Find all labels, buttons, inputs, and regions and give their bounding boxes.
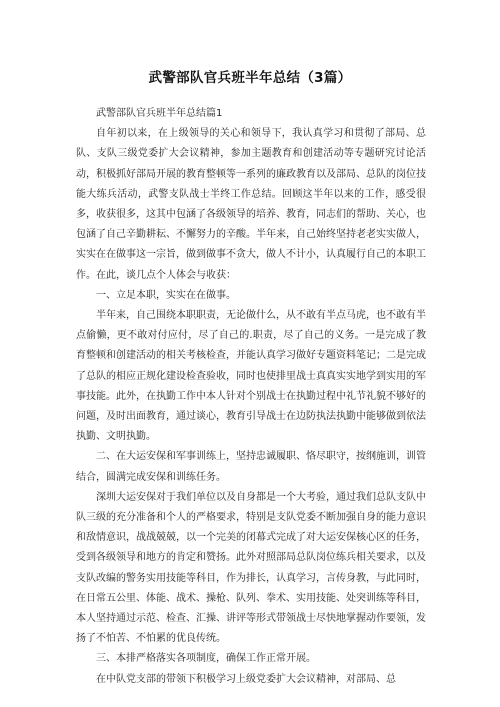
document-title: 武警部队官兵班半年总结（3篇） [148,70,352,86]
section-subtitle: 武警部队官兵班半年总结篇1 [96,108,223,119]
body-paragraph: 深圳大运安保对于我们单位以及自身都是一个大考验，通过我们总队支队中队三级的充分准备和个人的严格要求，特别是支队党委不断加强自身的能力意识和敌情意识，战战兢兢，以一个完美的闭幕式完成了对大运安保核心区的任务，受到各级领导和地方的肯定和赞扬。此外对照部局总队岗位练兵相关要求，以及支队改编的警务实用技能等科目，作为排长，认真学习，言传身教，与此同时，在日常五公里、体能、战术、操枪、队列、拳术、实用技能、处突训练等科目，本人坚持通过示范、检查、汇操、讲评等形式带领战士尽快地掌握动作要领，发扬了不怕苦、不怕累的优良传统。 [76,491,426,645]
body-paragraph: 自年初以来，在上级领导的关心和领导下，我认真学习和贯彻了部局、总队、支队三级党委扩大会议精神，参加主题教育和创建活动等专题研究讨论活动，积极抓好部局开展的教育整顿等一系列的廉政教育以及部局、总队的岗位技能大练兵活动，武警支队战士半终工作总结。回顾这半年以来的工作，感受很多，收获很多，这其中包涵了各级领导的培养、教育，同志们的帮助、关心，也包涵了自己辛勤耕耘、不懈努力的辛酸。半年来，自己始终坚持老老实实做人，实实在在做事这一宗旨，做到做事不贪大，做人不计小，认真履行自己的本职工作。在此，谈几点个人体会与收获： [76,128,426,281]
section-heading: 一、立足本职，实实在在做事。 [96,289,236,301]
body-paragraph: 半年来，自己围绕本职职责，无论做什么，从不敢有半点马虎，也不敢有半点偷懒，更不敢对付应付，尽了自己的.职责，尽了自己的义务。一是完成了教育整顿和创建活动的相关考核检查，并能认真学习做好专题资料笔记；二是完成了总队的相应正规化建设检查验收，同时也使排里战士真真实实地学到实用的军事技能。此外，在执勤工作中本人针对个别战士在执勤过程中礼节礼貌不够好的问题，及时出面教育，通过谈心，教育引导战士在边防执法执勤中能够做到依法执勤、文明执勤。 [76,310,426,443]
section-heading: 二、在大运安保和军事训练上，坚持忠诚履职、恪尽职守，按纲施训，训管结合，圆满完成安保和训练任务。 [76,451,426,483]
section-heading: 三、本排严格落实各项制度，确保工作正常开展。 [96,653,316,665]
document-body [76,104,426,690]
body-paragraph: 在中队党支部的带领下积极学习上级党委扩大会议精神，对部局、总 [96,673,396,685]
